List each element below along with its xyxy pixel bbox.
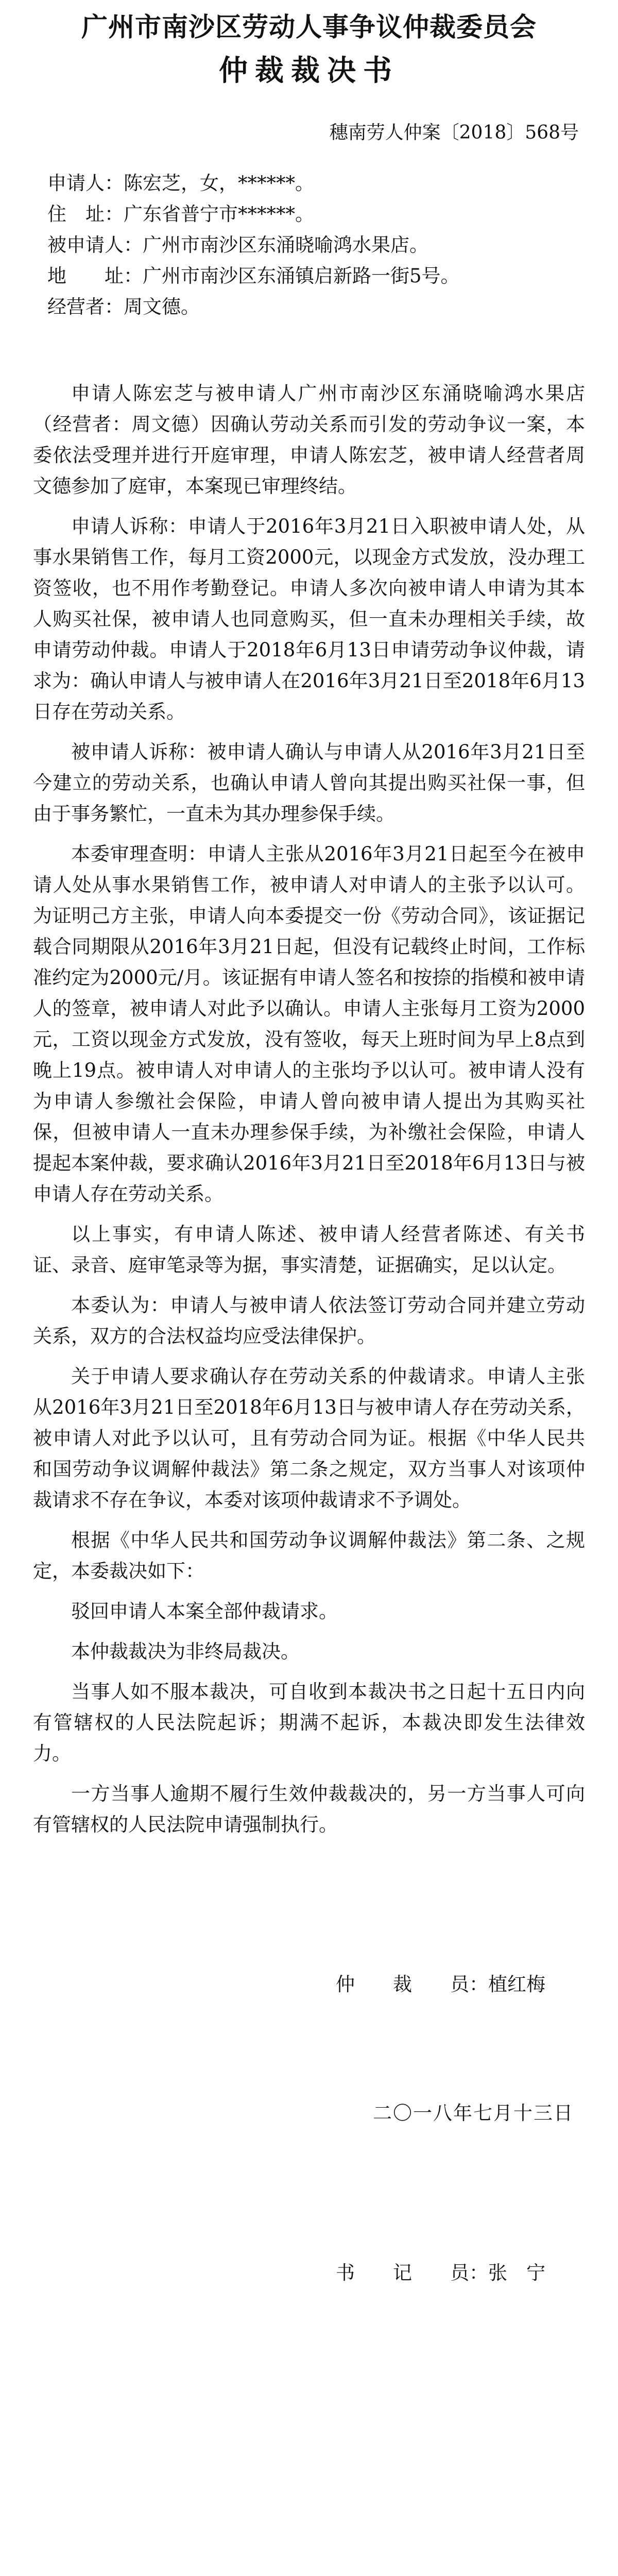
case-number: 穗南劳人仲案〔2018〕568号 [329, 122, 579, 143]
respondent-address-line: 地 址：广州市南沙区东涌镇启新路一街5号。 [47, 265, 460, 287]
award-date: 二〇一八年七月十三日 [373, 2102, 574, 2124]
paragraph-analysis: 关于申请人要求确认存在劳动关系的仲裁请求。申请人主张从2016年3月21日至2018年6月13日与被申请人存在劳动关系，被申请人对此予以认可，且有劳动合同为证。根据《中华人民共和国劳动争议调解仲裁法》第二条之规定，双方当事人对该项仲裁请求不存在争议，本委对该项仲裁请求不予调处。 [33, 1365, 585, 1511]
paragraph-respondent-statement: 被申请人诉称：被申请人确认与申请人从2016年3月21日至今建立的劳动关系，也确认申请人曾向其提出购买社保一事，但由于事务繁忙，一直未为其办理参保手续。 [33, 741, 585, 825]
document-title: 仲裁裁决书 [219, 54, 399, 88]
paragraph-legal-basis: 根据《中华人民共和国劳动争议调解仲裁法》第二条、之规定，本委裁决如下： [33, 1529, 585, 1582]
clerk-signature: 书 记 员：张 宁 [336, 2262, 545, 2284]
committee-title: 广州市南沙区劳动人事争议仲裁委员会 [81, 12, 537, 43]
paragraph-opinion: 本委认为：申请人与被申请人依法签订劳动合同并建立劳动关系，双方的合法权益均应受法律保护。 [33, 1294, 585, 1347]
paragraph-findings: 本委审理查明：申请人主张从2016年3月21日起至今在被申请人处从事水果销售工作，被申请人对申请人的主张予以认可。为证明己方主张，申请人向本委提交一份《劳动合同》，该证据记载合同期限从2016年3月21日起，但没有记载终止时间，工作标准约定为2000元/月。该证据有申请人签名和按捺的指模和被申请人的签章，被申请人对此予以确认。申请人主张每月工资为2000元，工资以现金方式发放，没有签收，每天上班时间为早上8点到晚上19点。被申请人对申请人的主张均予以认可。被申请人没有为申请人参缴社会保险，申请人曾向被申请人提出为其购买社保，但被申请人一直未办理参保手续，为补缴社会保险，申请人提起本案仲裁，要求确认2016年3月21日至2018年6月13日与被申请人存在劳动关系。 [33, 843, 585, 1205]
applicant-line: 申请人：陈宏芝，女，******。 [47, 172, 314, 194]
operator-line: 经营者：周文德。 [47, 296, 200, 318]
paragraph-appeal-notice: 当事人如不服本裁决，可自收到本裁决书之日起十五日内向有管辖权的人民法院起诉；期满不起诉，本裁决即发生法律效力。 [33, 1681, 585, 1765]
paragraph-evidence: 以上事实，有申请人陈述、被申请人经营者陈述、有关书证、录音、庭审笔录等为据，事实清楚，证据确实，足以认定。 [33, 1223, 585, 1276]
parties-block [33, 168, 585, 323]
paragraph-non-final: 本仲裁裁决为非终局裁决。 [71, 1640, 300, 1663]
arbitrator-signature: 仲 裁 员：植红梅 [336, 1973, 545, 1995]
respondent-line: 被申请人：广州市南沙区东涌晓喻鸿水果店。 [47, 234, 428, 256]
paragraph-intro: 申请人陈宏芝与被申请人广州市南沙区东涌晓喻鸿水果店（经营者：周文德）因确认劳动关系而引发的劳动争议一案，本委依法受理并进行开庭审理，申请人陈宏芝，被申请人经营者周文德参加了庭审，本案现已审理终结。 [33, 382, 585, 497]
paragraph-enforcement: 一方当事人逾期不履行生效仲裁裁决的，另一方当事人可向有管辖权的人民法院申请强制执行。 [33, 1783, 585, 1836]
paragraph-applicant-claim: 申请人诉称：申请人于2016年3月21日入职被申请人处，从事水果销售工作，每月工资2000元，以现金方式发放，没办理工资签收，也不用作考勤登记。申请人多次向被申请人申请为其本人购买社保，被申请人也同意购买，但一直未办理相关手续，故申请劳动仲裁。申请人于2018年6月13日申请劳动争议仲裁，请求为：确认申请人与被申请人在2016年3月21日至2018年6月13日存在劳动关系。 [33, 515, 585, 723]
award-body [33, 378, 585, 1840]
paragraph-ruling: 驳回申请人本案全部仲裁请求。 [71, 1600, 338, 1622]
applicant-address-line: 住 址：广东省普宁市******。 [47, 203, 314, 225]
